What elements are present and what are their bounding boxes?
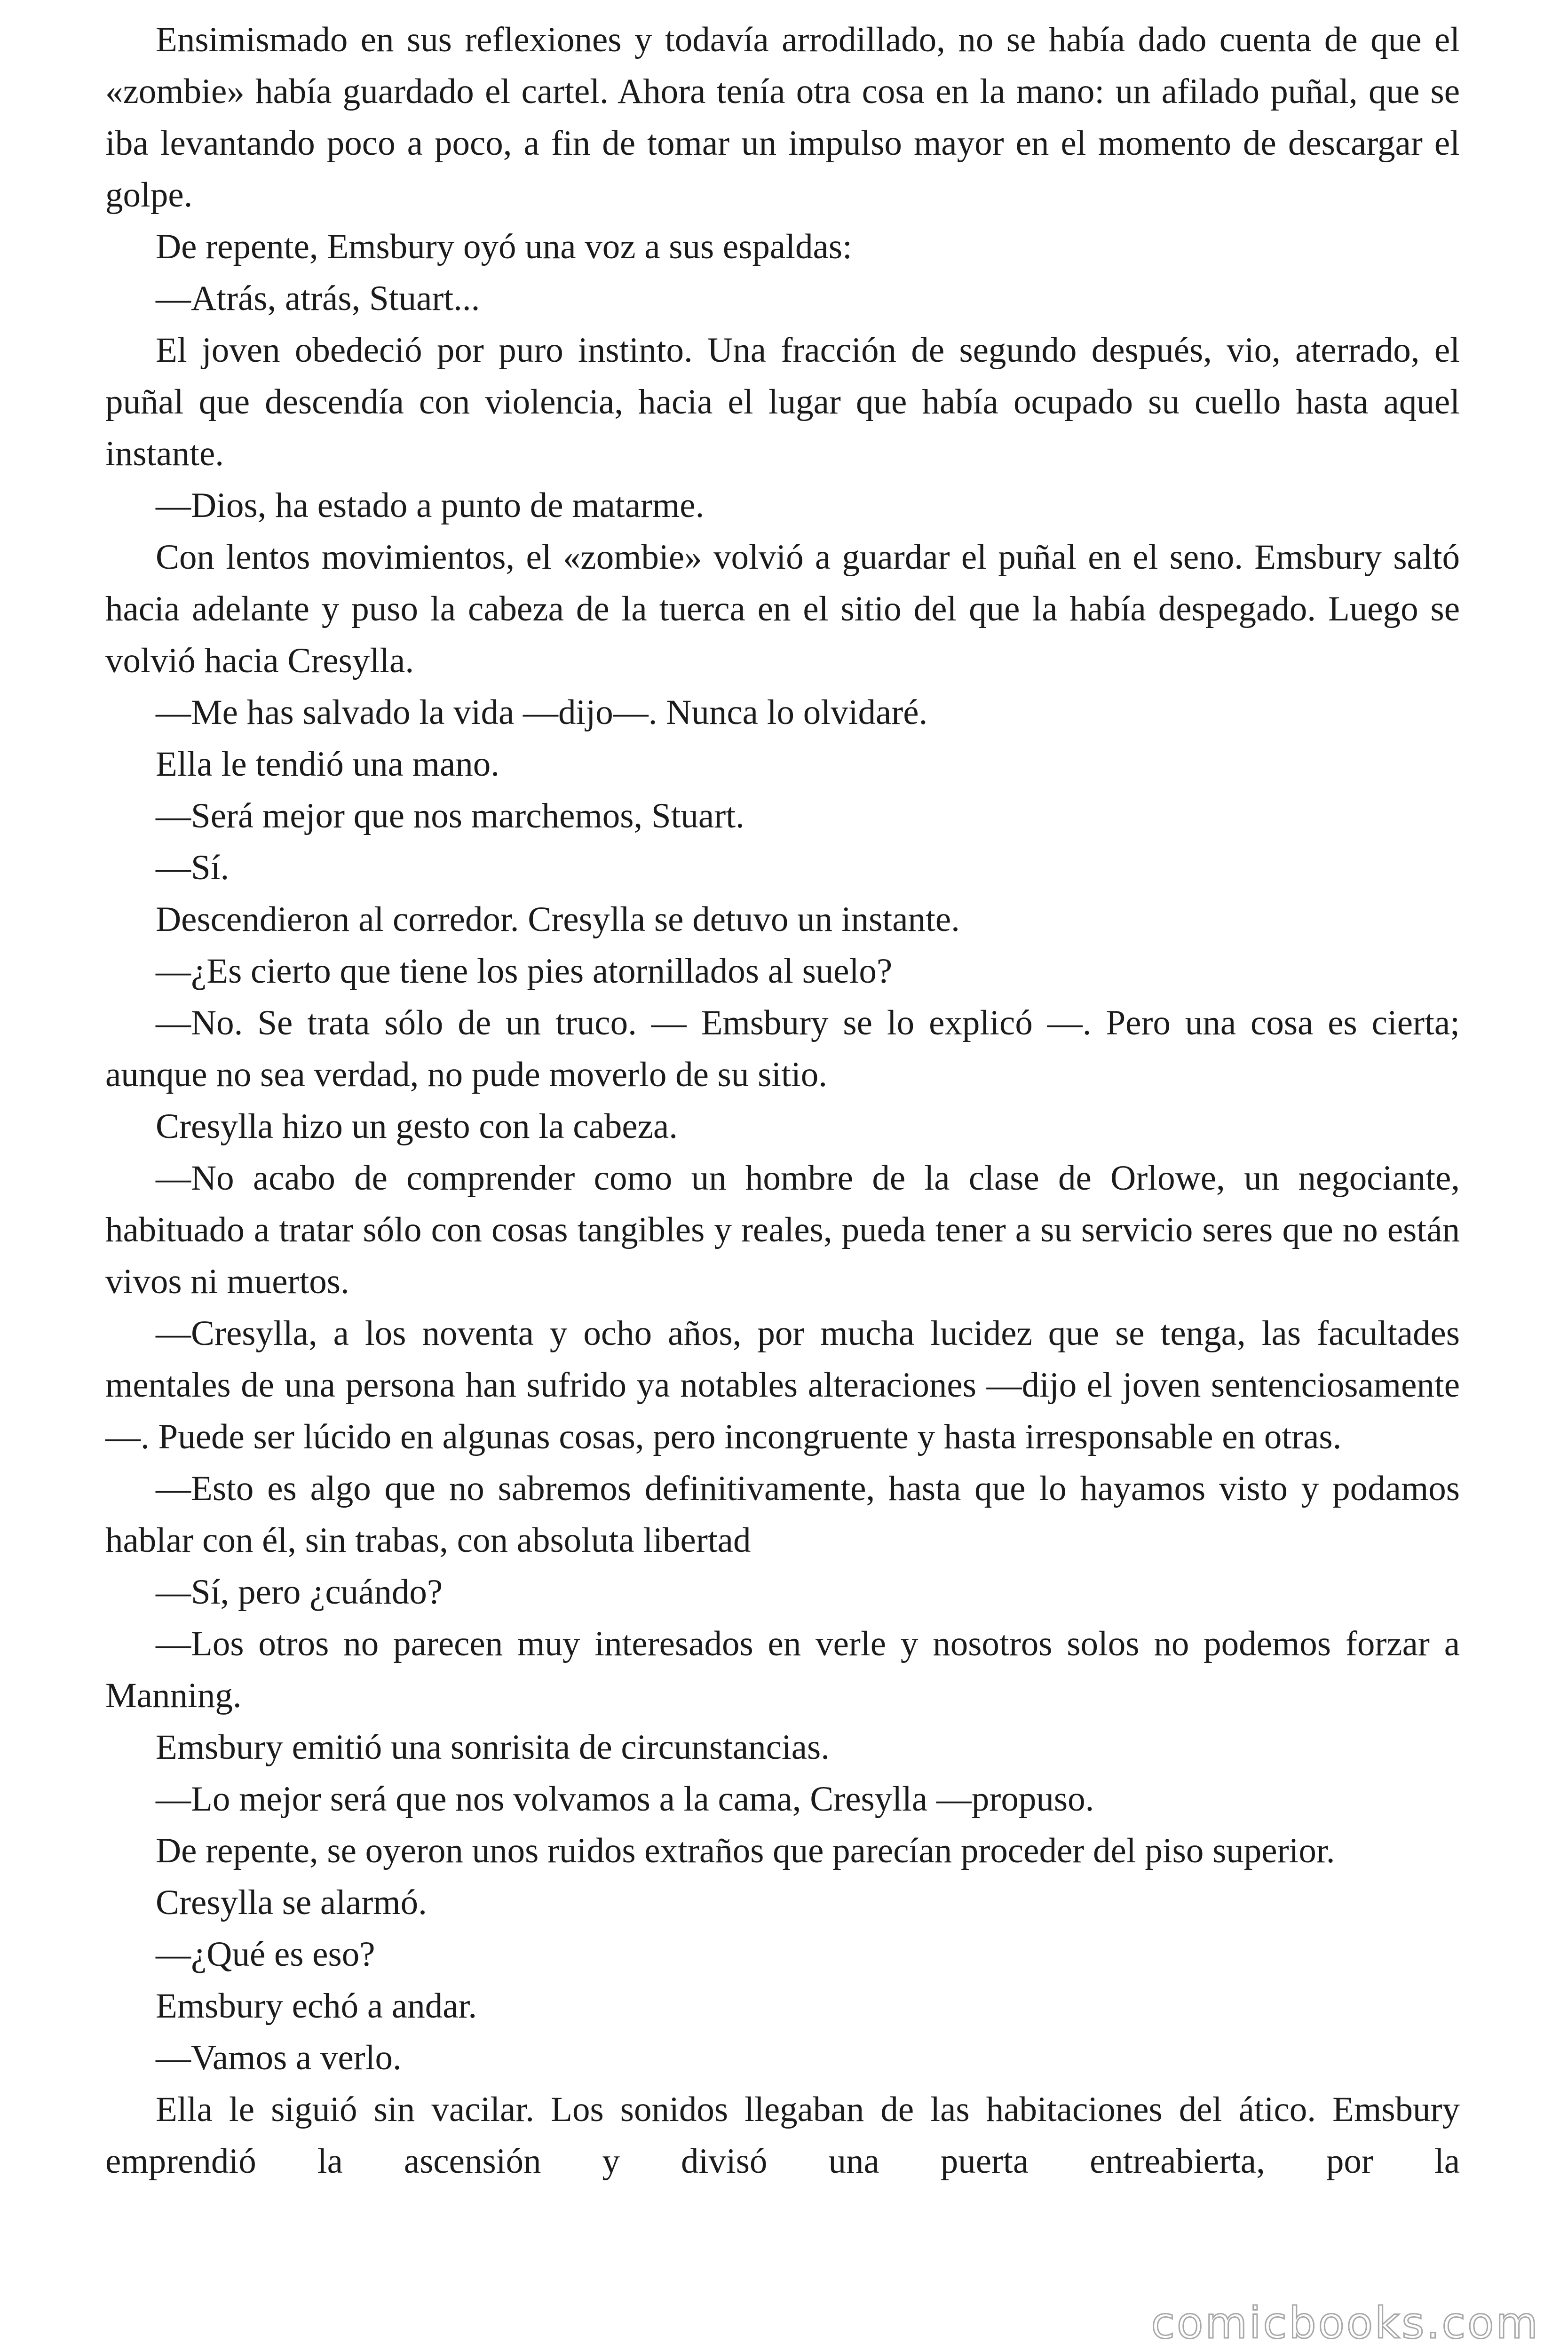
paragraph: Cresylla hizo un gesto con la cabeza. <box>156 1107 678 1146</box>
paragraph: Con lentos movimientos, el «zombie» volvió a guardar el puñal en el seno. Emsbury saltó hacia adelante y puso la cabeza de la tuerca en el sitio del que la había despegado. Luego se volvió hacia Cresylla. <box>105 538 1460 680</box>
paragraph: Descendieron al corredor. Cresylla se detuvo un instante. <box>156 900 960 939</box>
paragraph: —¿Es cierto que tiene los pies atornillados al suelo? <box>156 952 893 991</box>
paragraph: —Sí. <box>156 848 230 887</box>
paragraph: Cresylla se alarmó. <box>156 1883 427 1922</box>
paragraph: —Sí, pero ¿cuándo? <box>156 1573 443 1612</box>
page-text <box>105 14 1460 2187</box>
paragraph: El joven obedeció por puro instinto. Una fracción de segundo después, vio, aterrado, el puñal que descendía con violencia, hacia el lugar que había ocupado su cuello hasta aquel instante. <box>105 331 1460 473</box>
paragraph: —Lo mejor será que nos volvamos a la cama, Cresylla —propuso. <box>156 1780 1094 1819</box>
paragraph: —¿Qué es eso? <box>156 1935 375 1974</box>
paragraph: —Me has salvado la vida —dijo—. Nunca lo olvidaré. <box>156 693 928 732</box>
paragraph: Ella le tendió una mano. <box>156 745 500 784</box>
paragraph: —Dios, ha estado a punto de matarme. <box>156 486 705 525</box>
paragraph: —Atrás, atrás, Stuart... <box>156 279 480 318</box>
paragraph: De repente, se oyeron unos ruidos extraños que parecían proceder del piso superior. <box>156 1831 1335 1870</box>
paragraph: —Cresylla, a los noventa y ocho años, por mucha lucidez que se tenga, las facultades mentales de una persona han sufrido ya notables alteraciones —dijo el joven sentenciosamente—. Puede ser lúcido en algunas cosas, pero incongruente y hasta irresponsable en otras. <box>105 1314 1460 1456</box>
paragraph: Ensimismado en sus reflexiones y todavía arrodillado, no se había dado cuenta de que el «zombie» había guardado el cartel. Ahora tenía otra cosa en la mano: un afilado puñal, que se iba levantando poco a poco, a fin de tomar un impulso mayor en el momento de descargar el golpe. <box>105 20 1460 215</box>
paragraph: Ella le siguió sin vacilar. Los sonidos llegaban de las habitaciones del ático. Emsbury emprendió la ascensión y divisó una puerta entreabierta, por la <box>105 2090 1460 2181</box>
paragraph: Emsbury echó a andar. <box>156 1986 477 2026</box>
paragraph: —No acabo de comprender como un hombre de la clase de Orlowe, un negociante, habituado a tratar sólo con cosas tangibles y reales, pueda tener a su servicio seres que no están vivos ni muertos. <box>105 1159 1460 1301</box>
paragraph: Emsbury emitió una sonrisita de circunstancias. <box>156 1728 830 1767</box>
paragraph: —Los otros no parecen muy interesados en verle y nosotros solos no podemos forzar a Manning. <box>105 1624 1460 1715</box>
paragraph: —No. Se trata sólo de un truco. — Emsbury se lo explicó —. Pero una cosa es cierta; aunque no sea verdad, no pude moverlo de su sitio. <box>105 1003 1460 1094</box>
paragraph: —Será mejor que nos marchemos, Stuart. <box>156 796 744 835</box>
paragraph: —Esto es algo que no sabremos definitivamente, hasta que lo hayamos visto y podamos hablar con él, sin trabas, con absoluta libertad <box>105 1469 1460 1560</box>
paragraph: De repente, Emsbury oyó una voz a sus espaldas: <box>156 227 852 266</box>
watermark: comicbooks.com <box>1151 2298 1540 2348</box>
paragraph: —Vamos a verlo. <box>156 2038 402 2077</box>
